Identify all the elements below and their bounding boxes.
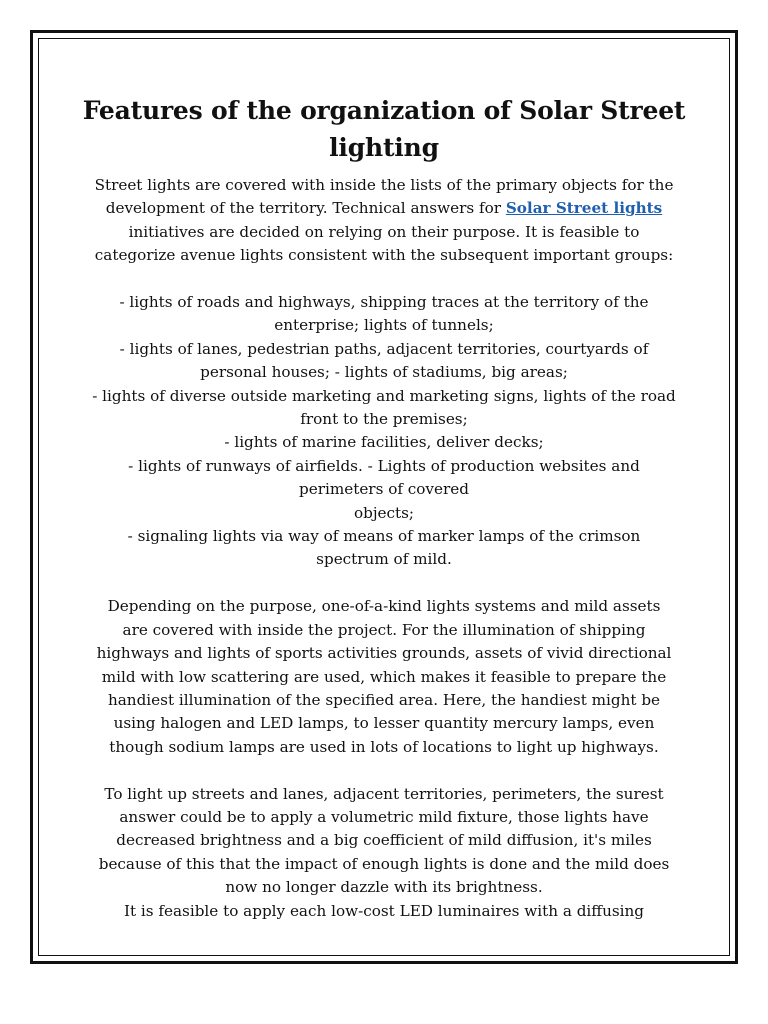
- groups-line: spectrum of mild.: [316, 550, 452, 569]
- intro-line-2: [50, 197, 718, 220]
- purpose-line: are covered with inside the project. For the illumination of shipping: [122, 620, 646, 639]
- groups-line: - lights of roads and highways, shipping traces at the territory of the: [119, 293, 649, 312]
- purpose-paragraph: [50, 595, 718, 759]
- groups-line: front to the premises;: [300, 410, 468, 429]
- streets-paragraph: [50, 783, 718, 923]
- title-line-1: Features of the organization of Solar Street: [82, 96, 686, 125]
- groups-line: perimeters of covered: [299, 480, 469, 499]
- groups-line: - lights of runways of airfields. - Lights of production websites and: [128, 456, 640, 475]
- title-line-2: lighting: [329, 133, 439, 162]
- streets-line: decreased brightness and a big coefficient of mild diffusion, it's miles: [116, 831, 652, 850]
- intro-paragraph: [50, 174, 718, 268]
- groups-list: [50, 291, 718, 572]
- groups-line: - lights of marine facilities, deliver decks;: [224, 433, 544, 452]
- document-body: [50, 92, 718, 923]
- streets-line: because of this that the impact of enough lights is done and the mild does: [98, 854, 670, 873]
- streets-line: It is feasible to apply each low-cost LED luminaires with a diffusing: [123, 901, 645, 920]
- intro-line-3: initiatives are decided on relying on their purpose. It is feasible to: [128, 222, 640, 241]
- groups-line: - signaling lights via way of means of marker lamps of the crimson: [127, 527, 641, 546]
- intro-line-1: Street lights are covered with inside the lists of the primary objects for the: [94, 176, 674, 194]
- paragraph-gap: [50, 759, 718, 782]
- intro-line-2-text: development of the territory. Technical answers for: [105, 199, 506, 218]
- intro-line-4: categorize avenue lights consistent with the subsequent important groups:: [94, 246, 674, 265]
- purpose-line: Depending on the purpose, one-of-a-kind lights systems and mild assets: [107, 597, 661, 616]
- groups-line: - lights of diverse outside marketing and marketing signs, lights of the road: [92, 386, 676, 405]
- purpose-line: mild with low scattering are used, which makes it feasible to prepare the: [101, 667, 667, 686]
- groups-line: enterprise; lights of tunnels;: [274, 316, 494, 335]
- purpose-line: though sodium lamps are used in lots of locations to light up highways.: [109, 737, 659, 756]
- purpose-line: handiest illumination of the specified area. Here, the handiest might be: [107, 690, 661, 709]
- streets-line: answer could be to apply a volumetric mild fixture, those lights have: [119, 807, 649, 826]
- solar-street-lights-link[interactable]: Solar Street lights: [505, 199, 663, 218]
- groups-line: objects;: [353, 503, 415, 522]
- streets-line: To light up streets and lanes, adjacent territories, perimeters, the surest: [104, 784, 664, 803]
- groups-line: personal houses; - lights of stadiums, big areas;: [200, 363, 568, 382]
- streets-line: now no longer dazzle with its brightness.: [225, 878, 543, 897]
- groups-line: - lights of lanes, pedestrian paths, adjacent territories, courtyards of: [119, 339, 649, 358]
- paragraph-gap: [50, 572, 718, 595]
- purpose-line: using halogen and LED lamps, to lesser quantity mercury lamps, even: [113, 714, 655, 733]
- paragraph-gap: [50, 268, 718, 291]
- purpose-line: highways and lights of sports activities grounds, assets of vivid directional: [96, 644, 672, 663]
- document-title: [50, 92, 718, 166]
